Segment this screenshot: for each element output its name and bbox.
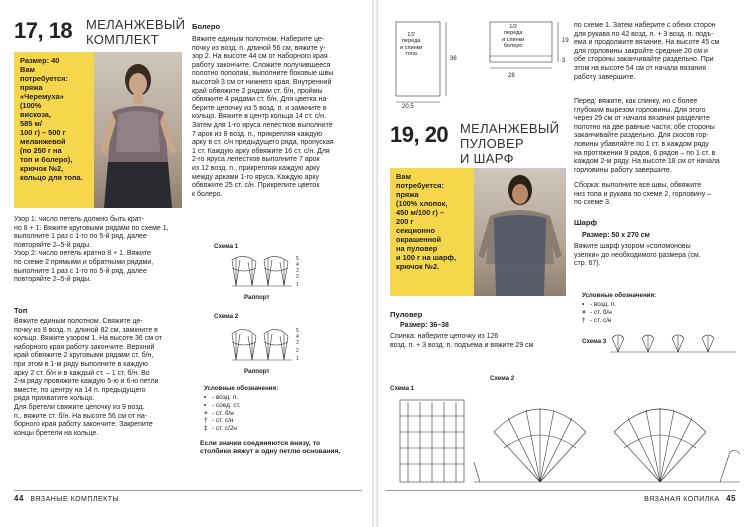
bolero-line: обвяжите 4 рядами ст. б/н. Для цветка на-	[192, 96, 329, 104]
model-photo-left	[94, 52, 182, 208]
right-footer	[644, 494, 736, 503]
legend-item	[582, 317, 616, 325]
top-line: ряда прихватите кольцо.	[14, 395, 95, 403]
top-line: 2-м ряду провяжите каждую 5-ю и 6-ю петли	[14, 378, 159, 386]
materials-line: крючок №2,	[20, 164, 64, 173]
legend-title-left: Условные обозначения:	[204, 385, 279, 392]
front-instructions	[574, 98, 742, 175]
legend-symbol: •	[204, 394, 207, 401]
top-line: борного края работу закончите. Закрепите	[14, 421, 153, 429]
bolero-schema-text: и спинки	[502, 36, 525, 43]
svg-text:1: 1	[296, 356, 299, 362]
top-line: почку из 8 возд. п. длиной 82 см, замкните в	[14, 326, 158, 334]
legend-symbol: ‡	[204, 425, 208, 433]
pattern-line: по схеме 2 прямыми и обратными рядами,	[14, 258, 154, 266]
legend-symbol: ×	[582, 308, 586, 316]
bolero-schema-height-border: 3	[562, 58, 566, 64]
front-line: полотно на две равные части, обе стороны	[574, 123, 715, 131]
bolero-line: арку в ст. с/н предыдущего ряда, пропуская	[192, 139, 334, 147]
materials-box-right-text	[390, 168, 474, 271]
pattern-description	[14, 216, 180, 285]
bolero-schema-text: 1/2	[509, 24, 518, 30]
assembly-line: низ топа и рукава по схеме 2, горловину –	[574, 190, 712, 198]
right-title-line1: МЕЛАНЖЕВЫЙ	[460, 121, 560, 136]
bolero-line: высотой 3 см от нижнего края. Внутренний	[192, 78, 332, 86]
legend-item	[582, 301, 616, 309]
scheme3-label: Схема 3	[582, 338, 607, 345]
scarf-line: узелки» до необходимого размера (см.	[574, 251, 701, 259]
assembly-instructions	[574, 182, 742, 208]
scheme2-label: Схема 2	[214, 313, 239, 320]
note-line: столбики вяжут в одну петлю основания.	[200, 448, 341, 456]
materials-line: и 100 г на шарф,	[396, 253, 457, 262]
page-number-right: 45	[726, 494, 736, 503]
materials-line: (по 250 г на	[20, 146, 62, 155]
top-schema-text: 1/2	[407, 32, 416, 38]
bolero-line: 2-го яруса лепестков выполните 7 арок	[192, 156, 320, 164]
back-instructions-cont	[574, 22, 742, 82]
footer-text-left: ВЯЗАНЫЕ КОМПЛЕКТЫ	[30, 496, 120, 503]
scheme3-diagram	[608, 332, 738, 354]
top-line: концы бретели на кольце.	[14, 429, 99, 437]
back-line: по схеме 1. Затем наберите с обеих сторон	[574, 22, 716, 29]
materials-line: топ и болеро),	[20, 155, 73, 164]
scarf-size: Размер: 50 х 270 см	[582, 232, 650, 239]
legend-item	[204, 425, 241, 433]
materials-line: на пуловер	[396, 244, 438, 253]
legend-text: - ст. б/н	[590, 308, 612, 316]
legend-symbol: •	[204, 401, 207, 409]
materials-line: потребуется:	[20, 74, 68, 83]
assembly-line: Сборка: выполните все швы, обвяжите	[574, 182, 702, 189]
legend-item	[204, 417, 241, 425]
bolero-line: берите цепочку из 5 возд. п. и замкните в	[192, 104, 327, 112]
materials-line: пряжа	[396, 190, 419, 199]
legend-item	[204, 410, 241, 418]
bolero-schema-text: переда	[503, 30, 523, 37]
legend-symbol: +	[204, 409, 208, 417]
legend-text: - соед. ст.	[212, 401, 241, 409]
bolero-line: между арками 1-го яруса. Каждую арку	[192, 173, 320, 181]
pullover-line: возд. п. + 3 возд. п. подъема и вяжите 29 см	[390, 341, 534, 349]
pullover-scheme1-label: Схема 1	[390, 385, 415, 392]
back-line: работу завершите.	[574, 73, 636, 81]
svg-text:5: 5	[296, 328, 299, 334]
materials-line: (100% хлопок,	[396, 199, 448, 208]
pullover-size: Размер: 36–38	[400, 322, 449, 329]
scarf-line: Вяжите шарф узором «соломоновы	[574, 243, 691, 250]
rapport1-label: Раппорт	[244, 294, 270, 301]
pullover-heading: Пуловер	[390, 310, 423, 319]
legend-item	[204, 394, 241, 402]
pattern-line: Узор 1: число петель должно быть крат-	[14, 216, 145, 223]
legend-text: - ст. с/н	[212, 417, 234, 425]
left-title-line1: МЕЛАНЖЕВЫЙ	[86, 17, 186, 32]
footer-text-right: ВЯЗАНАЯ КОПИЛКА	[644, 496, 720, 503]
bolero-schema-width: 28	[508, 73, 515, 79]
front-line: Перед: вяжите, как спинку, но с более	[574, 98, 698, 105]
materials-line: 200 г	[396, 217, 414, 226]
top-line: арку 2 ст. б/н и в каждый ст. – 1 ст. б/н. Во	[14, 369, 150, 377]
materials-line: 585 м/	[20, 119, 42, 128]
materials-line: Вам	[20, 65, 35, 74]
bolero-instructions	[192, 36, 360, 199]
legend-text: - ст. б/н	[212, 409, 234, 417]
pattern-line: Узор 2: число петель кратно 8 + 1. Вяжите	[14, 250, 151, 258]
right-page	[378, 0, 750, 527]
left-title-number: 17, 18	[14, 18, 73, 43]
bolero-line: из 12 возд. п., прикрепляя каждую арку	[192, 164, 320, 172]
scarf-line: стр. 67).	[574, 260, 601, 268]
bolero-line: Затем для 1-го яруса лепестков выполните	[192, 121, 333, 129]
materials-line: окрашенной	[396, 235, 442, 244]
scheme1-diagram	[222, 250, 312, 290]
bolero-heading: Болеро	[192, 22, 221, 31]
back-line: ема и продолжите вязание. На высоте 45 см	[574, 39, 720, 47]
front-line: заканчивайте раздельно. Для скосов гор-	[574, 132, 709, 140]
scarf-heading: Шарф	[574, 218, 598, 227]
legend-title-right: Условные обозначения:	[582, 292, 657, 299]
back-line: для горловины закройте средние 20 см и	[574, 47, 708, 55]
legend-symbol: †	[204, 417, 208, 425]
legend-symbol: †	[582, 316, 586, 324]
svg-text:2: 2	[296, 274, 299, 280]
materials-line: пряжа	[20, 83, 43, 92]
note-line: Если значки соединяются внизу, то	[200, 440, 321, 447]
left-footer	[14, 494, 119, 503]
legend-list-left	[204, 394, 241, 433]
bolero-line: 1 ст. Каждую арку обвяжите 16 ст. с/н. Для	[192, 147, 330, 155]
top-line: Вяжите единым полотном. Свяжите це-	[14, 318, 143, 325]
top-line: край обвяжите 2 круговыми рядами ст. б/н,	[14, 352, 154, 360]
materials-line: «Черемуха»	[20, 92, 64, 101]
top-line: кольцо. Вяжите узором 1. На высоте 36 см от	[14, 335, 162, 343]
top-schema-height: 36	[450, 56, 457, 62]
front-line: ловины убавляйте по 1 ст. в каждом ряду	[574, 140, 709, 148]
top-schema-text: и спинки	[400, 44, 423, 51]
front-line: горловины работу завершите.	[574, 166, 672, 174]
svg-text:1: 1	[296, 282, 299, 288]
bolero-line: к болеро.	[192, 190, 223, 198]
model-photo-right	[474, 168, 566, 296]
legend-text: - ст. с/н	[590, 316, 612, 324]
left-page	[0, 0, 372, 527]
pattern-line: повторяйте 2–5-й ряды.	[14, 241, 92, 249]
top-line: наборного края работу закончите. Верхний	[14, 343, 155, 351]
left-title	[14, 20, 72, 43]
materials-line: потребуется:	[396, 181, 444, 190]
materials-line: крючок №2.	[396, 262, 440, 271]
svg-text:5: 5	[296, 256, 299, 262]
materials-box-right	[390, 168, 474, 296]
bolero-schema-text: болеро	[503, 43, 523, 50]
legend-item	[204, 402, 241, 410]
bolero-line: полотно пополам, выполните боковые швы	[192, 70, 334, 78]
bolero-schema-label	[502, 24, 524, 50]
right-title-line2: ПУЛОВЕР	[460, 136, 524, 151]
pullover-instructions	[390, 333, 564, 350]
top-line: п., вяжите ст. б/н. На высоте 56 см от на-	[14, 412, 148, 420]
svg-text:3: 3	[296, 340, 299, 346]
pullover-line: Спинка: наберите цепочку из 126	[390, 333, 499, 340]
rapport2-label: Раппорт	[244, 368, 270, 375]
materials-line: меланжевой	[20, 137, 66, 146]
materials-line: секционно	[396, 226, 435, 235]
svg-text:2: 2	[296, 348, 299, 354]
top-schema-label	[400, 32, 422, 58]
scarf-instructions	[574, 243, 742, 269]
page-number-left: 44	[14, 494, 24, 503]
top-line: вместе, по центру на 14 п. предыдущего	[14, 386, 146, 394]
materials-line: Размер: 40	[20, 56, 60, 65]
svg-text:4: 4	[296, 262, 299, 268]
pattern-line: но 8 + 1. Вяжите круговыми рядами по схеме 1,	[14, 224, 169, 232]
top-heading: Топ	[14, 306, 28, 315]
svg-text:4: 4	[296, 334, 299, 340]
top-schema-text: топа	[405, 51, 418, 58]
bolero-schema-height-main: 19	[562, 38, 569, 44]
bolero-line: почку из возд. п. длиной 56 см, вяжите у-	[192, 44, 326, 52]
front-line: через 29 см от начала вязания разделите	[574, 115, 710, 123]
materials-line: вискоза,	[20, 110, 51, 119]
pattern-line: повторяйте 2–5-й ряды.	[14, 276, 92, 284]
legend-symbol: •	[582, 301, 585, 308]
materials-box	[14, 52, 94, 208]
right-title-line3: И ШАРФ	[460, 151, 514, 166]
bolero-line: работу закончите. Сложите получившееся	[192, 61, 331, 69]
pullover-schemes-diagram	[390, 392, 746, 488]
pullover-scheme2-label: Схема 2	[490, 375, 515, 382]
legend-text: - возд. п.	[590, 301, 617, 308]
bolero-line: Вяжите единым полотном. Наберите це-	[192, 36, 325, 43]
materials-line: Вам	[396, 172, 411, 181]
scheme1-label: Схема 1	[214, 243, 239, 250]
materials-line: 450 м/100 г) –	[396, 208, 444, 217]
scheme2-diagram	[222, 320, 312, 364]
top-line: при этом в 1-м ряду выполните в каждую	[14, 360, 148, 368]
note-left	[200, 440, 368, 457]
legend-list-right	[582, 301, 616, 324]
bolero-line: 7 арок из 8 возд. п., прикрепляя каждую	[192, 130, 323, 138]
front-line: каждом 2-м ряду. На высоте 18 см от начала	[574, 158, 720, 166]
back-line: этом на высоте 54 см от начала вязания	[574, 64, 706, 72]
svg-text:3: 3	[296, 268, 299, 274]
top-schema-text: переда	[401, 38, 421, 45]
pattern-line: выполните 1 раз с 1-го по 5-й ряд, далее	[14, 233, 147, 241]
top-instructions	[14, 318, 180, 438]
top-schema-width: 20,5	[402, 104, 414, 110]
pattern-line: выполните 1 раз с 1-го по 5-й ряд, далее	[14, 267, 147, 275]
back-line: обе стороны заканчивайте раздельно. При	[574, 56, 714, 64]
bolero-line: кольцо. Вяжите в центр кольца 14 ст. с/н.	[192, 113, 326, 121]
front-line: на протяжении 9 рядов, 6 рядов – по 1 ст. в	[574, 149, 716, 157]
top-line: Для бретели свяжите цепочку из 9 возд.	[14, 403, 145, 411]
back-line: для рукава по 42 возд. п. + 3 возд. п. подъ-	[574, 30, 714, 38]
materials-line: кольцо для топа.	[20, 173, 83, 182]
materials-line: (100%	[20, 101, 42, 110]
materials-box-text	[14, 52, 94, 182]
legend-text: - ст. с/2н	[212, 425, 237, 433]
front-line: глубоким вырезом горловины. Для этого	[574, 106, 706, 114]
assembly-line: по схеме 3.	[574, 199, 611, 207]
bolero-line: зор 2. На высоте 44 см от наборного края	[192, 53, 328, 61]
materials-line: 100 г) – 500 г	[20, 128, 66, 137]
left-title-line2: КОМПЛЕКТ	[86, 32, 159, 47]
bolero-line: край обвяжите 2 рядами ст. б/н, проймы	[192, 87, 323, 95]
legend-text: - возд. п.	[212, 394, 239, 401]
right-title-number: 19, 20	[390, 122, 449, 147]
bolero-line: обвяжите 25 ст. с/н. Прикрепите цветок	[192, 182, 320, 190]
legend-item	[582, 309, 616, 317]
